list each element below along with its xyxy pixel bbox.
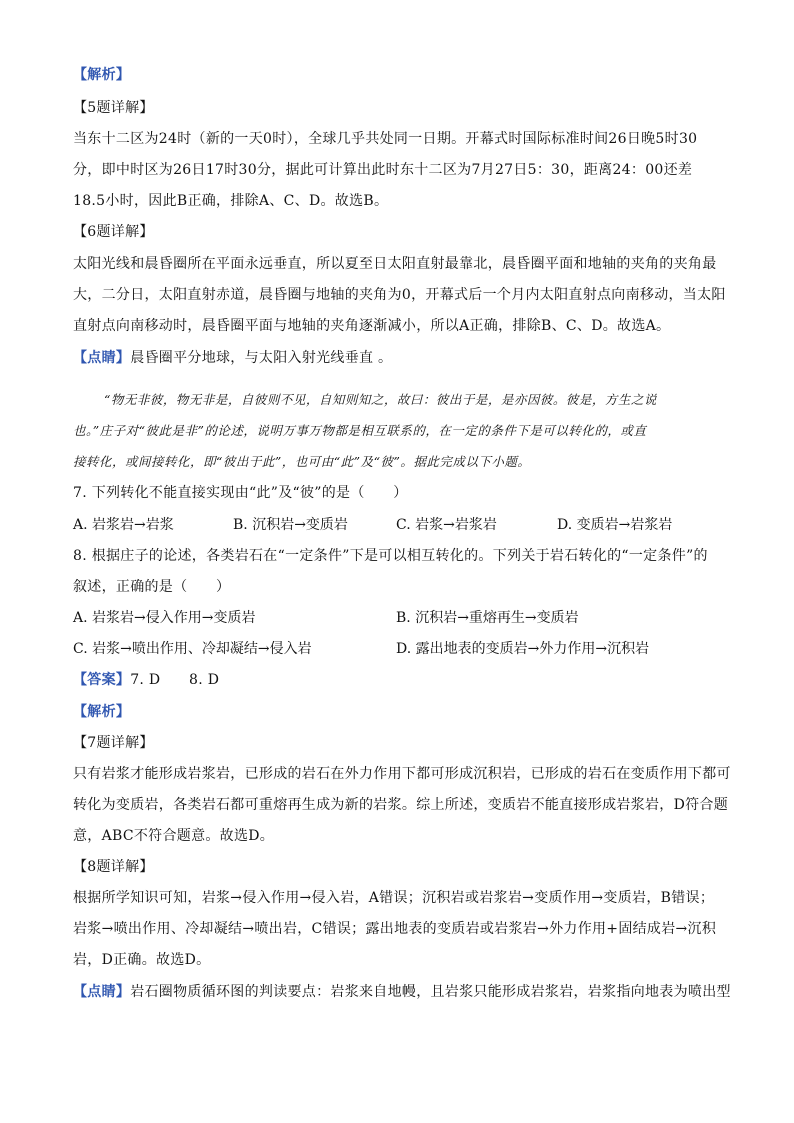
answer-text: 7. D 8. D <box>130 672 220 688</box>
q7-detail-label: 【7题详解】 <box>73 735 154 751</box>
tip-1-text: 晨昏圈平分地球，与太阳入射光线垂直 。 <box>130 350 393 366</box>
q6-text-line: 大，二分日，太阳直射赤道，晨昏圈与地轴的夹角为0，开幕式后一个月内太阳直射点向南移动，当太阳 <box>73 287 726 303</box>
q8-text-line: 岩，D正确。故选D。 <box>73 952 211 968</box>
q8-option-a: A. 岩浆岩→侵入作用→变质岩 <box>73 610 256 626</box>
q8-stem-line: 8. 根据庄子的论述，各类岩石在“一定条件”下是可以相互转化的。下列关于岩石转化的“一定条件”的 <box>73 548 708 564</box>
q7-option-b: B. 沉积岩→变质岩 <box>233 517 348 533</box>
q8-option-c: C. 岩浆→喷出作用、冷却凝结→侵入岩 <box>73 641 312 657</box>
q7-option-a: A. 岩浆岩→岩浆 <box>73 517 174 533</box>
answer <box>73 671 219 689</box>
q7-option-c: C. 岩浆→岩浆岩 <box>396 517 497 533</box>
passage-line: 接转化，或间接转化，即“彼出于此”，也可由“此”及“彼”。据此完成以下小题。 <box>73 454 531 469</box>
q7-text-line: 转化为变质岩，各类岩石都可重熔再生成为新的岩浆。综上所述，变质岩不能直接形成岩浆岩，D符合题 <box>73 797 729 813</box>
tip-2 <box>73 983 731 1001</box>
q5-detail-label: 【5题详解】 <box>73 100 154 116</box>
tip-2-label: 【点睛】 <box>73 984 131 1000</box>
q8-detail-label: 【8题详解】 <box>73 859 154 875</box>
analysis-label-2: 【解析】 <box>73 704 131 720</box>
passage-line: 也。”庄子对“彼此是非”的论述，说明万事万物都是相互联系的，在一定的条件下是可以转化的，或直 <box>73 423 647 438</box>
tip-1-label: 【点睛】 <box>73 350 131 366</box>
q8-text-line: 岩浆→喷出作用、冷却凝结→喷出岩，C错误；露出地表的变质岩或岩浆岩→外力作用+固结成岩→沉积 <box>73 921 717 937</box>
q5-text-line: 分，即中时区为26日17时30分，据此可计算出此时东十二区为7月27日5：30，距离24：00还差 <box>73 162 693 178</box>
q7-stem: 7. 下列转化不能直接实现由“此”及“彼”的是（ ） <box>73 485 408 501</box>
q7-text-line: 意，ABC不符合题意。故选D。 <box>73 828 275 844</box>
tip-2-text: 岩石圈物质循环图的判读要点：岩浆来自地幔，且岩浆只能形成岩浆岩，岩浆指向地表为喷出型 <box>130 984 731 1000</box>
q8-text-line: 根据所学知识可知，岩浆→侵入作用→侵入岩，A错误；沉积岩或岩浆岩→变质作用→变质岩，B错误； <box>73 890 715 906</box>
q5-text-line: 18.5小时，因此B正确，排除A、C、D。故选B。 <box>73 193 389 209</box>
tip-1 <box>73 349 392 367</box>
q6-detail-label: 【6题详解】 <box>73 224 154 240</box>
q8-option-b: B. 沉积岩→重熔再生→变质岩 <box>396 610 579 626</box>
q8-stem-line: 叙述，正确的是（ ） <box>73 579 231 595</box>
q7-option-d: D. 变质岩→岩浆岩 <box>557 517 673 533</box>
q7-text-line: 只有岩浆才能形成岩浆岩，已形成的岩石在外力作用下都可形成沉积岩，已形成的岩石在变质作用下都可 <box>73 766 731 782</box>
q8-option-d: D. 露出地表的变质岩→外力作用→沉积岩 <box>396 641 650 657</box>
passage-line: “物无非彼，物无非是，自彼则不见，自知则知之，故曰：彼出于是，是亦因彼。彼是，方生之说 <box>104 392 657 407</box>
q6-text-line: 太阳光线和晨昏圈所在平面永远垂直，所以夏至日太阳直射最靠北，晨昏圈平面和地轴的夹角的夹角最 <box>73 256 717 272</box>
answer-label: 【答案】 <box>73 672 131 688</box>
analysis-label: 【解析】 <box>73 67 131 83</box>
q5-text-line: 当东十二区为24时（新的一天0时），全球几乎共处同一日期。开幕式时国际标准时间26日晚5时30 <box>73 131 698 147</box>
q6-text-line: 直射点向南移动时，晨昏圈平面与地轴的夹角逐渐减小，所以A正确，排除B、C、D。故选A。 <box>73 318 671 334</box>
